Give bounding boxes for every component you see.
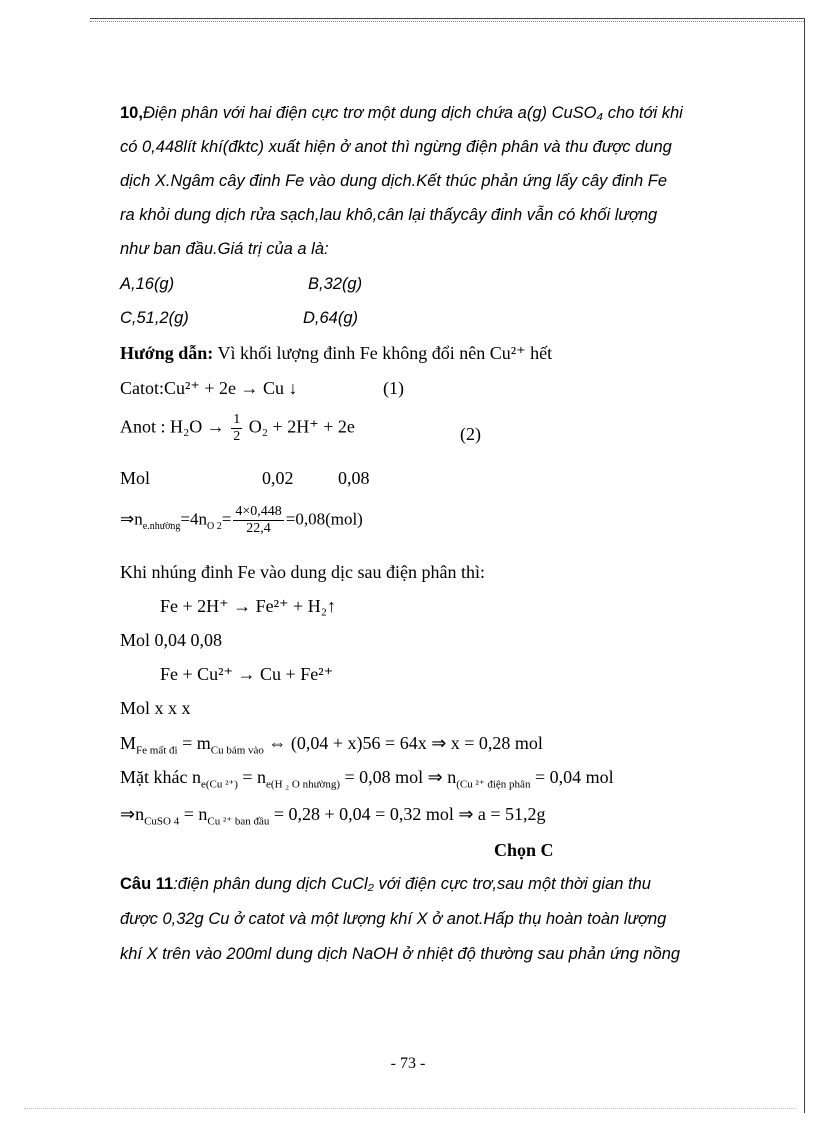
half-fraction — [231, 412, 242, 445]
ne-eq: =4n — [180, 509, 207, 529]
mass-equation — [120, 733, 543, 757]
mol-line-2: Mol 0,04 0,08 — [120, 630, 223, 650]
reaction-fe-h: Fe + 2H⁺ → Fe²⁺ + H₂↑ — [160, 596, 336, 616]
bottom-divider — [24, 1108, 796, 1109]
catot-equation: Catot:Cu²⁺ + 2e → Cu ↓ — [120, 378, 298, 398]
ne-denominator: 22,4 — [246, 521, 271, 536]
mol-value-1b: 0,08 — [338, 468, 370, 488]
q11-text-1: :điện phân dung dịch CuCl₂ với điện cực trơ,sau một thời gian thu — [173, 875, 651, 893]
mk-mid-1: = n — [237, 767, 267, 787]
ne-numerator: 4×0,448 — [235, 504, 282, 519]
mol-label-1: Mol — [120, 468, 151, 488]
mass-sub-2: Cu bám vào — [210, 744, 264, 757]
anot-right: O₂ + 2H⁺ + 2e — [248, 416, 355, 437]
mol-line-3: Mol x x x — [120, 698, 191, 718]
anot-equation — [120, 412, 355, 445]
mk-mid-2: = 0,08 mol ⇒ n — [340, 767, 457, 787]
mk-sub-3: (Cu ²⁺ điện phân — [456, 778, 531, 791]
fe-intro: Khi nhúng đinh Fe vào dung dịc sau điện phân thì: — [120, 562, 485, 582]
final-sub-1: CuSO 4 — [144, 815, 180, 828]
q10-line-2: có 0,448lít khí(đktc) xuất hiện ở anot thì ngừng điện phân và thu được dung — [120, 138, 672, 156]
option-a: A,16(g) — [120, 275, 175, 293]
mk-end: = 0,04 mol — [530, 767, 614, 787]
q11-line-1 — [120, 875, 651, 894]
final-equation — [120, 804, 546, 828]
mass-sub-1: Fe mất đi — [136, 744, 178, 757]
mass-symbol: M — [120, 733, 137, 753]
equation-1-number: (1) — [383, 378, 404, 398]
page-number: - 73 - — [390, 1055, 426, 1072]
half-numerator: 1 — [233, 412, 241, 427]
guide-intro-line — [120, 343, 552, 364]
option-c: C,51,2(g) — [120, 309, 189, 327]
ne-symbol: ⇒n — [120, 509, 143, 529]
final-end: = 0,28 + 0,04 = 0,32 mol ⇒ a = 51,2g — [269, 804, 546, 824]
q11-line-3: khí X trên vào 200ml dung dịch NaOH ở nhiệt độ thường sau phản ứng nồng — [120, 945, 681, 963]
equation-2-number: (2) — [460, 424, 481, 444]
mk-sub-1: e(Cu ²⁺) — [200, 778, 238, 791]
option-d: D,64(g) — [303, 309, 359, 327]
guide-label: Hướng dẫn: — [120, 343, 214, 363]
q10-line-1 — [120, 104, 683, 123]
anot-left: Anot : H₂O → — [120, 416, 225, 437]
ne-subscript: e.nhường — [142, 520, 181, 532]
final-mid: = n — [179, 804, 208, 824]
q11-line-2: được 0,32g Cu ở catot và một lượng khí X ở anot.Hấp thụ hoàn toàn lượng — [120, 910, 667, 928]
mk-sub-2: e(H ₂ O nhường) — [266, 778, 341, 791]
ne-fraction — [233, 504, 283, 537]
mol-value-1a: 0,02 — [262, 468, 294, 488]
other-hand-equation — [120, 767, 614, 791]
q10-line-5: như ban đầu.Giá trị của a là: — [120, 240, 329, 258]
q11-number: Câu 11 — [120, 875, 174, 893]
mass-mid: = m — [177, 733, 211, 753]
reaction-fe-cu: Fe + Cu²⁺ → Cu + Fe²⁺ — [160, 664, 334, 684]
mk-start: Mặt khác n — [120, 767, 201, 787]
option-b: B,32(g) — [308, 275, 363, 293]
q10-line-3: dịch X.Ngâm cây đinh Fe vào dung dịch.Kết thúc phản ứng lấy cây đinh Fe — [120, 172, 668, 190]
electron-moles-equation — [120, 504, 363, 537]
q10-number: 10, — [120, 104, 143, 122]
answer-choice: Chọn C — [494, 840, 554, 860]
final-start: ⇒n — [120, 804, 145, 824]
ne-equals: = — [221, 509, 232, 529]
final-sub-2: Cu ²⁺ ban đầu — [207, 815, 270, 828]
mass-rest: ⇔ (0,04 + x)56 = 64x ⇒ x = 0,28 mol — [263, 733, 543, 753]
guide-intro: Vì khối lượng đinh Fe không đổi nên Cu²⁺ hết — [217, 343, 553, 363]
q10-line-4: ra khỏi dung dịch rửa sạch,lau khô,cân lại thấycây đinh vẫn có khối lượng — [120, 206, 658, 224]
half-denominator: 2 — [233, 429, 241, 444]
ne-result: =0,08(mol) — [285, 509, 363, 529]
q10-text-1: Điện phân với hai điện cực trơ một dung dịch chứa a(g) CuSO₄ cho tới khi — [142, 104, 683, 122]
no2-subscript: O 2 — [207, 520, 222, 532]
